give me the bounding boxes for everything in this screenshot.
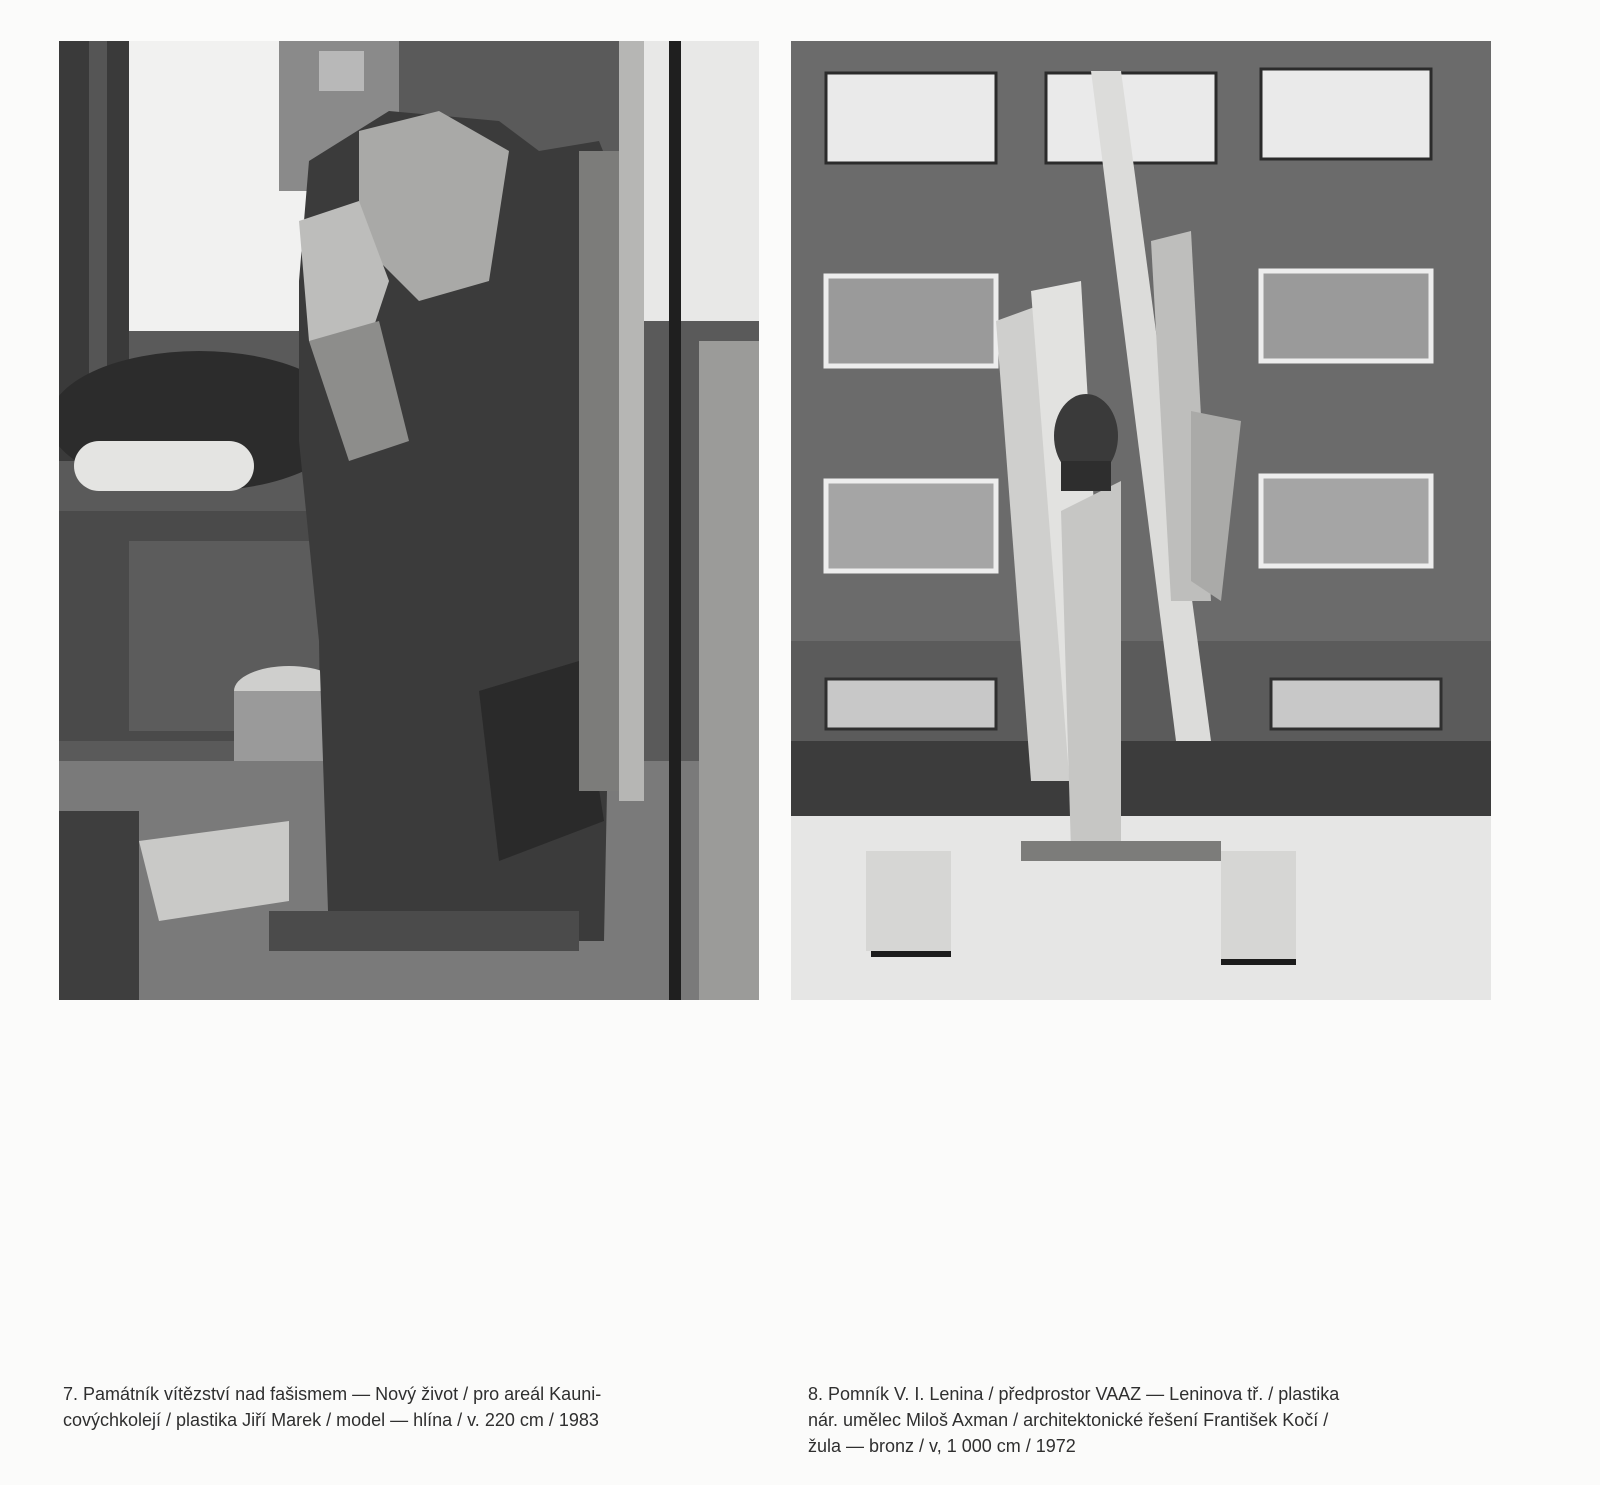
caption-line: 8. Pomník V. I. Lenina / předprostor VAAZ — Leninova tř. / plastika: [808, 1384, 1340, 1404]
figure-7-caption: [63, 1381, 753, 1433]
photo-clay-model-studio: [59, 41, 759, 1000]
caption-line: covýchkolejí / plastika Jiří Marek / model — hlína / v. 220 cm / 1983: [63, 1410, 599, 1430]
photo-7-image: [59, 41, 759, 1000]
caption-line: 7. Památník vítězství nad fašismem — Nový život / pro areál Kauni-: [63, 1384, 602, 1404]
photo-lenin-monument: [791, 41, 1491, 1000]
figure-8-caption: [808, 1381, 1496, 1459]
caption-line: žula — bronz / v, 1 000 cm / 1972: [808, 1436, 1076, 1456]
caption-line: nár. umělec Miloš Axman / architektonické řešení František Kočí /: [808, 1410, 1329, 1430]
photo-8-image: [791, 41, 1491, 1000]
